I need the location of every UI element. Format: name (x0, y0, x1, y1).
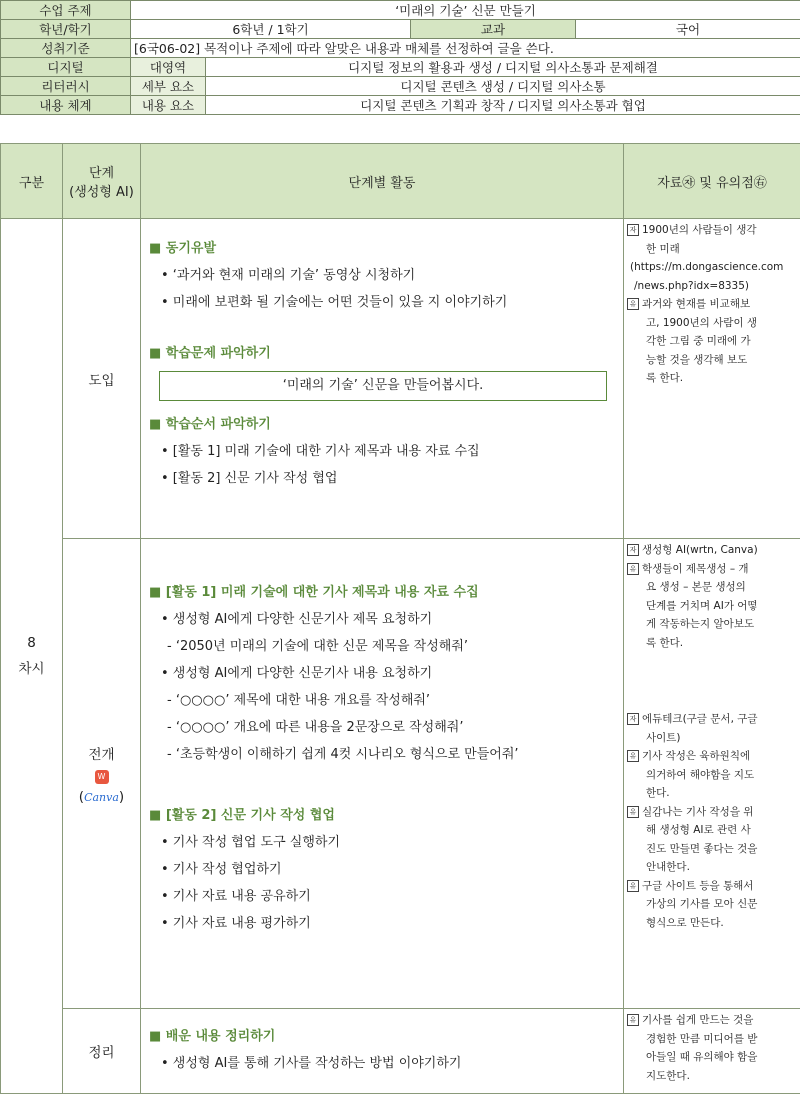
develop-activity1-item-6: - ‘초등학생이 이해하기 쉽게 4컷 시나리오 형식으로 만들어줘’ (141, 741, 623, 768)
col-activity: 단계별 활동 (141, 144, 624, 219)
subject-value: 국어 (576, 20, 800, 39)
session-number: 8 (1, 635, 62, 651)
note-line: 록 한다. (642, 634, 798, 653)
caution-tag-icon: 유 (627, 563, 639, 575)
material-tag-icon: 자 (627, 544, 639, 556)
develop-activity2-item-3: • 기사 자료 내용 공유하기 (141, 883, 623, 910)
content-value: 디지털 콘텐츠 기획과 창작 / 디지털 의사소통과 협업 (206, 96, 800, 115)
topic-label: 수업 주제 (1, 1, 131, 20)
intro-motivation-item-1: • ‘과거와 현재 미래의 기술’ 동영상 시청하기 (141, 262, 623, 289)
col-stage (63, 144, 141, 219)
note-line: 지도한다. (642, 1067, 798, 1086)
develop-activities (141, 539, 624, 1009)
develop-note-caution-site (626, 877, 798, 933)
lesson-header-table (0, 0, 800, 115)
note-link-line[interactable]: /news.php?idx=8335) (630, 277, 798, 296)
canva-logo-icon: Canva (84, 791, 119, 804)
note-line: 한 미래 (642, 240, 798, 259)
develop-notes (624, 539, 800, 1009)
note-line: 고, 1900년의 사람이 생 (642, 314, 798, 333)
develop-activity2-item-2: • 기사 작성 협업하기 (141, 856, 623, 883)
note-line: 안내한다. (642, 858, 798, 877)
caution-tag-icon: 유 (627, 1014, 639, 1026)
intro-activities (141, 219, 624, 539)
develop-note-material-ai (626, 541, 798, 560)
intro-problem-heading: ■ 학습문제 파악하기 (141, 340, 623, 367)
develop-activity1-item-1: • 생성형 AI에게 다양한 신문기사 제목 요청하기 (141, 606, 623, 633)
wrap-summary-heading: ■ 배운 내용 정리하기 (141, 1023, 623, 1050)
caution-tag-icon: 유 (627, 750, 639, 762)
digital-literacy-label-3: 내용 체계 (1, 96, 131, 115)
domain-label: 대영역 (131, 58, 206, 77)
develop-activity1-item-2: - ‘2050년 미래의 기술에 대한 신문 제목을 작성해줘’ (141, 633, 623, 660)
digital-literacy-label-2: 리터러시 (1, 77, 131, 96)
note-link-line[interactable]: (https://m.dongascience.com (630, 258, 798, 277)
note-line: 구글 사이트 등을 통해서 (642, 877, 798, 896)
intro-motivation-item-2: • 미래에 보편화 될 기술에는 어떤 것들이 있을 지 이야기하기 (141, 289, 623, 316)
note-line: 실감나는 기사 작성을 위 (642, 803, 798, 822)
develop-activity2-item-1: • 기사 작성 협업 도구 실행하기 (141, 829, 623, 856)
digital-literacy-label-1: 디지털 (1, 58, 131, 77)
stage-develop: 전개 W (Canva) (63, 539, 141, 1009)
note-line: 형식으로 만든다. (642, 914, 798, 933)
domain-value: 디지털 정보의 활용과 생성 / 디지털 의사소통과 문제해결 (206, 58, 800, 77)
intro-motivation-heading: ■ 동기유발 (141, 235, 623, 262)
note-line: 학생들이 제목생성 – 개 (642, 560, 798, 579)
note-line: 단계를 거치며 AI가 어떻 (642, 597, 798, 616)
note-line: 1900년의 사람들이 생각 (642, 221, 798, 240)
develop-activity2-item-4: • 기사 자료 내용 평가하기 (141, 910, 623, 937)
stage-wrap: 정리 (63, 1009, 141, 1094)
intro-notes (624, 219, 800, 539)
develop-note-caution-photo (626, 803, 798, 877)
note-line: 능할 것을 생각해 보도 (642, 351, 798, 370)
subject-label: 교과 (411, 20, 576, 39)
develop-activity1-item-4: - ‘○○○○’ 제목에 대한 내용 개요를 작성해줘’ (141, 687, 623, 714)
intro-order-heading: ■ 학습순서 파악하기 (141, 411, 623, 438)
note-line: 요 생성 – 본문 생성의 (642, 578, 798, 597)
col-notes: 자료㉶ 및 유의점㊨ (624, 144, 800, 219)
learning-goal-box: ‘미래의 기술’ 신문을 만들어봅시다. (159, 371, 607, 401)
stage-intro: 도입 (63, 219, 141, 539)
note-line: 각한 그림 중 미래에 가 (642, 332, 798, 351)
col-stage-line1: 단계 (64, 162, 139, 181)
content-label: 내용 요소 (131, 96, 206, 115)
note-line: 기사를 쉽게 만드는 것을 (642, 1011, 798, 1030)
intro-note-caution (626, 295, 798, 388)
note-line: 사이트) (642, 729, 798, 748)
material-tag-icon: 자 (627, 713, 639, 725)
note-line: 과거와 현재를 비교해보 (642, 295, 798, 314)
note-line: 가상의 기사를 모아 신문 (642, 895, 798, 914)
wrap-summary-item-1: • 생성형 AI를 통해 기사를 작성하는 방법 이야기하기 (141, 1050, 623, 1077)
standard-label: 성취기준 (1, 39, 131, 58)
develop-activity1-item-3: • 생성형 AI에게 다양한 신문기사 내용 요청하기 (141, 660, 623, 687)
develop-note-material-edutech (626, 710, 798, 747)
develop-activity2-heading-wrap: ■ [활동 2] 신문 기사 작성 협업 (141, 802, 623, 829)
col-stage-line2: (생성형 AI) (64, 181, 139, 200)
material-tag-icon: 자 (627, 224, 639, 236)
note-line: 기사 작성은 육하원칙에 (642, 747, 798, 766)
caution-tag-icon: 유 (627, 298, 639, 310)
detail-label: 세부 요소 (131, 77, 206, 96)
session-cell (1, 219, 63, 1094)
note-line: 아들일 때 유의해야 함을 (642, 1048, 798, 1067)
note-line: 생성형 AI(wrtn, Canva) (642, 541, 798, 560)
grade-value: 6학년 / 1학기 (131, 20, 411, 39)
grade-label: 학년/학기 (1, 20, 131, 39)
intro-note-material (626, 221, 798, 258)
develop-note-caution-steps (626, 560, 798, 653)
note-line: 의거하여 해야함을 지도 (642, 766, 798, 785)
activity-table (0, 143, 800, 1094)
note-line: 에듀테크(구글 문서, 구글 (642, 710, 798, 729)
note-line: 해 생성형 AI로 관련 사 (642, 821, 798, 840)
col-category: 구분 (1, 144, 63, 219)
develop-activity2-heading: [활동 2] 신문 기사 작성 협업 (166, 808, 335, 823)
caution-tag-icon: 유 (627, 806, 639, 818)
stage-develop-label: 전개 (63, 743, 140, 763)
note-line: 록 한다. (642, 369, 798, 388)
intro-order-item-1: • [활동 1] 미래 기술에 대한 기사 제목과 내용 자료 수집 (141, 438, 623, 465)
wrap-note-caution (626, 1011, 798, 1085)
note-line: 경험한 만큼 미디어를 받 (642, 1030, 798, 1049)
note-line: 한다. (642, 784, 798, 803)
standard-value: [6국06-02] 목적이나 주제에 따라 알맞은 내용과 매체를 선정하여 글을 쓴다. (131, 39, 800, 58)
develop-note-caution-5w1h (626, 747, 798, 803)
note-line: 진도 만들면 좋다는 것을 (642, 840, 798, 859)
detail-value: 디지털 콘텐츠 생성 / 디지털 의사소통 (206, 77, 800, 96)
wrap-notes (624, 1009, 800, 1094)
session-unit: 차시 (1, 657, 62, 677)
develop-activity1-item-5: - ‘○○○○’ 개요에 따른 내용을 2문장으로 작성해줘’ (141, 714, 623, 741)
intro-note-link[interactable] (626, 258, 798, 295)
wrtn-logo-icon: W (95, 770, 109, 784)
wrap-activities (141, 1009, 624, 1094)
develop-activity1-heading: ■ [활동 1] 미래 기술에 대한 기사 제목과 내용 자료 수집 (141, 579, 623, 606)
topic-value: ‘미래의 기술’ 신문 만들기 (131, 1, 800, 20)
caution-tag-icon: 유 (627, 880, 639, 892)
intro-order-item-2: • [활동 2] 신문 기사 작성 협업 (141, 465, 623, 492)
note-line: 게 작동하는지 알아보도 (642, 615, 798, 634)
